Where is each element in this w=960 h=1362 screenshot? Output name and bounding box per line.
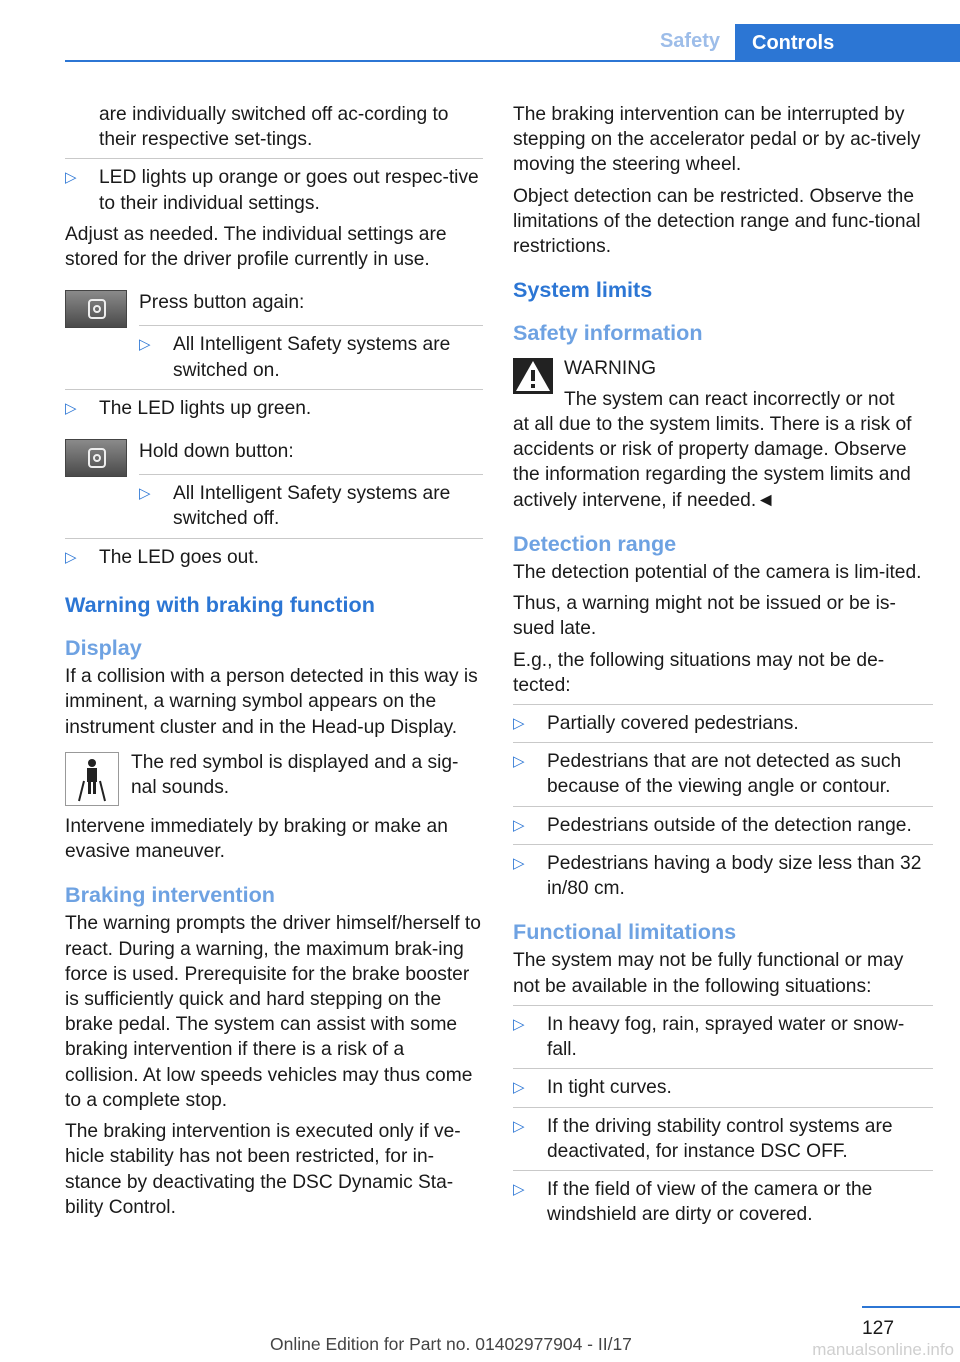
divider (513, 1170, 933, 1171)
list-item: ▷ The LED lights up green. (65, 396, 483, 421)
heading-warning-braking: Warning with braking function (65, 591, 375, 617)
list-item: ▷ LED lights up orange or goes out respec-tive to their individual settings. (65, 167, 479, 214)
press-again-label: Press button again: (139, 292, 305, 314)
triangle-bullet-icon: ▷ (139, 485, 151, 503)
triangle-bullet-icon: ▷ (513, 816, 525, 834)
list-item: ▷ If the driving stability control systems are deactivated, for instance DSC OFF. (513, 1115, 893, 1162)
triangle-bullet-icon: ▷ (513, 753, 525, 771)
list-item: ▷ Pedestrians that are not detected as such because of the viewing angle or contour. (513, 751, 902, 798)
divider (513, 806, 933, 807)
list-item: ▷ In heavy fog, rain, sprayed water or snow-fall. (513, 1013, 905, 1061)
triangle-bullet-icon: ▷ (139, 336, 151, 354)
red-symbol-text: The red symbol is displayed and a sig-nal sounds. (131, 751, 459, 799)
list-item: ▷ In tight curves. (513, 1075, 933, 1100)
warning-triangle-icon (513, 358, 553, 394)
heading-display: Display (65, 635, 142, 661)
divider (513, 844, 933, 845)
divider (139, 474, 483, 475)
divider (513, 1005, 933, 1006)
press-again-block (65, 290, 483, 383)
warning-text-rest: at all due to the system limits. There is a risk of accidents or risk of property damage. Observe the information regarding the system limits and actively intervene, if needed.◄ (513, 414, 912, 511)
triangle-bullet-icon: ▷ (65, 548, 77, 566)
triangle-bullet-icon: ▷ (513, 715, 525, 733)
watermark-text: manualsonline.info (812, 1340, 954, 1359)
heading-braking-intervention: Braking intervention (65, 882, 275, 908)
triangle-bullet-icon: ▷ (513, 1117, 525, 1135)
left-column (65, 102, 483, 1226)
header-rule (65, 60, 960, 62)
warning-label: WARNING (564, 357, 657, 379)
red-symbol-block (65, 750, 483, 810)
page-number: 127 (862, 1318, 895, 1339)
triangle-bullet-icon: ▷ (513, 1079, 525, 1097)
braking-text-2: The braking intervention is executed only if ve-hicle stability has not been restricted, for in-stance by deactivating the DSC Dynamic Sta-bility Control. (65, 1121, 461, 1218)
pedestrian-warning-icon (65, 752, 119, 806)
divider (513, 1068, 933, 1069)
triangle-bullet-icon: ▷ (65, 169, 77, 187)
detection-p3: E.g., the following situations may not be de-tected: (513, 649, 885, 696)
divider (139, 325, 483, 326)
right-column (513, 102, 933, 1233)
detection-p1: The detection potential of the camera is lim-ited. (513, 562, 922, 584)
list-item: ▷ Pedestrians outside of the detection range. (513, 813, 933, 838)
list-item: ▷ The LED goes out. (65, 545, 483, 570)
intro-continuation: are individually switched off ac-cording to their respective set-tings. (99, 104, 449, 151)
hold-down-block (65, 439, 483, 532)
header-chapter-tab: Controls (735, 24, 960, 62)
list-item: ▷ If the field of view of the camera or the windshield are dirty or covered. (513, 1178, 873, 1226)
heading-functional-limitations: Functional limitations (513, 919, 737, 945)
functional-p1: The system may not be fully functional or may not be available in the following situations: (513, 950, 904, 997)
braking-text-1: The warning prompts the driver himself/herself to react. During a warning, the maximum brak-ing force is used. Prerequisite for the brake booster is sufficiently quick and hard stepping on the brake pedal. The system can assist with some braking intervention if there is a risk of a collision. At low speeds vehicles may thus come to a complete stop. (65, 913, 481, 1111)
divider (65, 158, 483, 159)
safety-button-icon (65, 290, 127, 328)
detection-p2: Thus, a warning might not be issued or be is-sued late. (513, 593, 896, 640)
triangle-bullet-icon: ▷ (513, 1180, 525, 1198)
triangle-bullet-icon: ▷ (513, 854, 525, 872)
intervene-text: Intervene immediately by braking or make an evasive maneuver. (65, 815, 448, 863)
divider (513, 742, 933, 743)
divider (65, 389, 483, 390)
divider (513, 1107, 933, 1108)
triangle-bullet-icon: ▷ (65, 399, 77, 417)
list-item: ▷ All Intelligent Safety systems are switched on. (139, 334, 451, 381)
list-item: ▷ Partially covered pedestrians. (513, 711, 933, 736)
hold-down-label: Hold down button: (139, 441, 294, 463)
header-section: Safety (659, 30, 720, 52)
restricted-text: Object detection can be restricted. Observe the limitations of the detection range and func-tional restrictions. (513, 185, 921, 258)
triangle-bullet-icon: ▷ (513, 1015, 525, 1033)
page-header (0, 0, 960, 62)
edition-text: Online Edition for Part no. 01402977904 - II/17 (270, 1334, 632, 1354)
heading-safety-information: Safety information (513, 320, 703, 346)
display-text: If a collision with a person detected in this way is imminent, a warning symbol appears on the instrument cluster and in the Head-up Display. (65, 666, 478, 738)
heading-system-limits: System limits (513, 277, 653, 303)
footer-rule (862, 1306, 960, 1308)
safety-button-icon (65, 439, 127, 477)
list-item: ▷ All Intelligent Safety systems are switched off. (139, 483, 451, 530)
divider (65, 538, 483, 539)
warning-text-first: The system can react incorrectly or not (564, 388, 895, 410)
interrupt-text: The braking intervention can be interrupted by stepping on the accelerator pedal or by ac-tively moving the steering wheel. (513, 104, 921, 176)
adjust-text: Adjust as needed. The individual settings are stored for the driver profile currently in use. (65, 223, 447, 271)
heading-detection-range: Detection range (513, 530, 677, 556)
divider (513, 704, 933, 705)
list-item: ▷ Pedestrians having a body size less than 32 in/80 cm. (513, 852, 922, 900)
warning-block (513, 356, 933, 513)
